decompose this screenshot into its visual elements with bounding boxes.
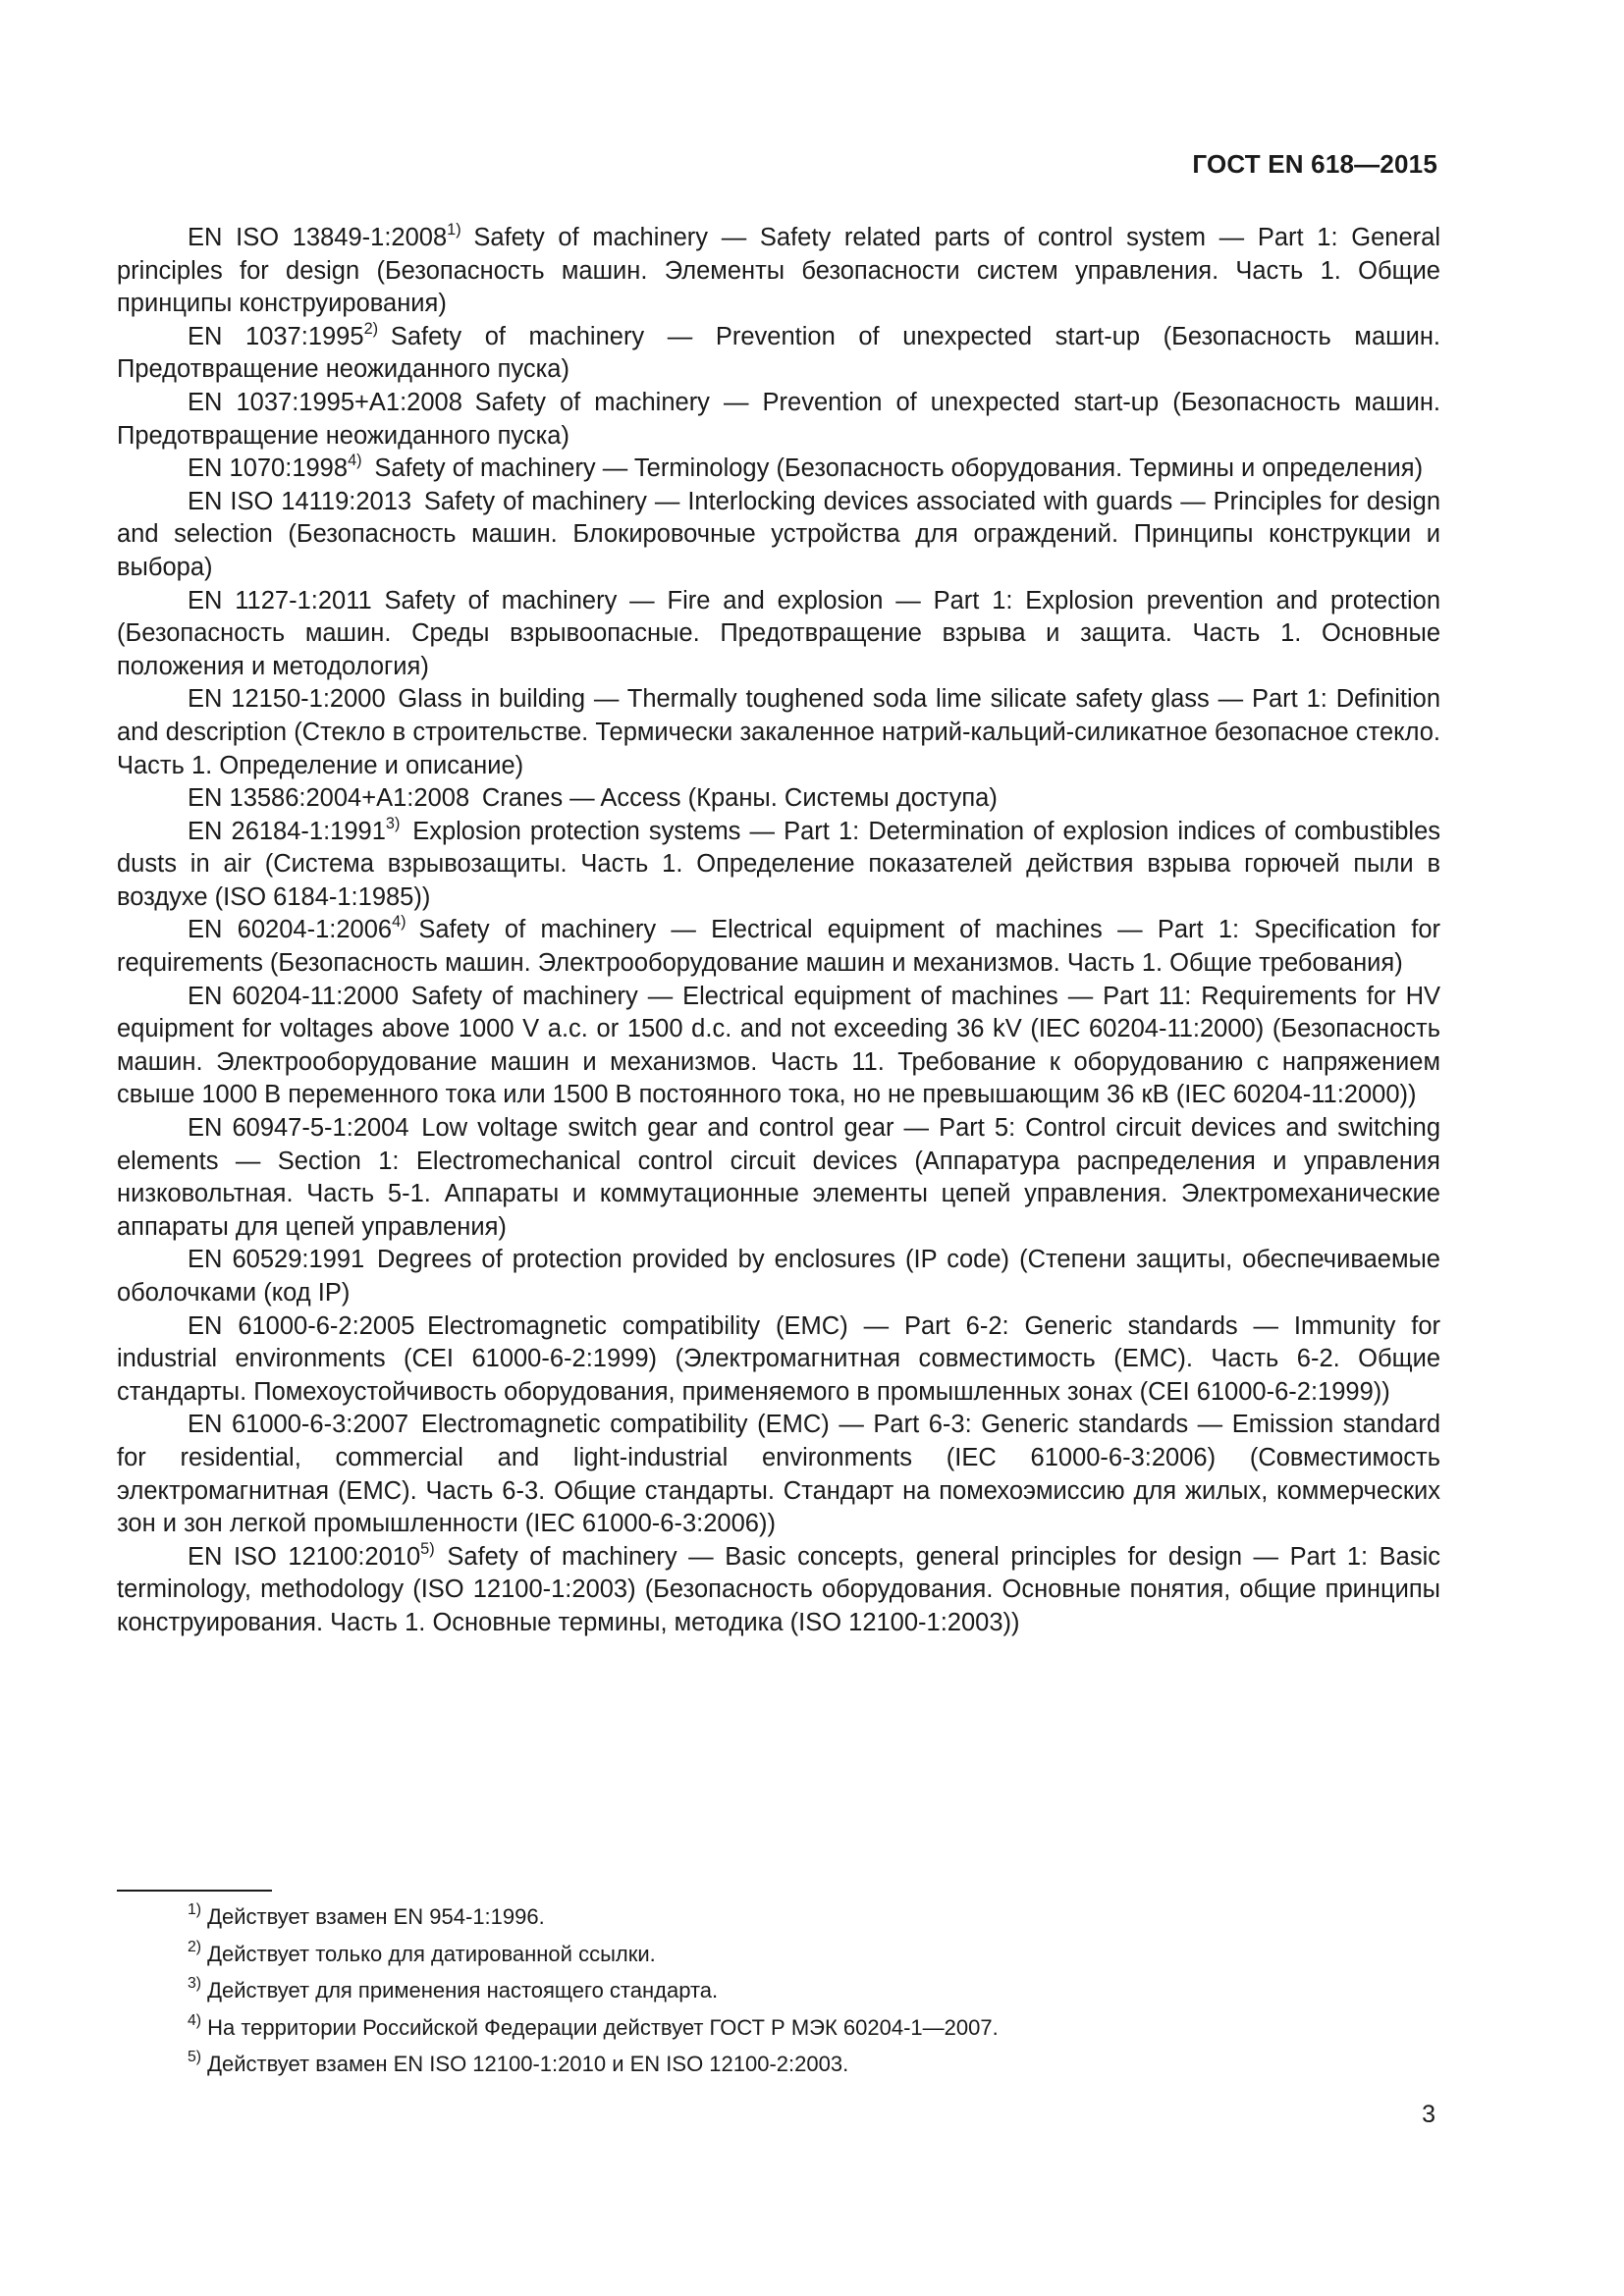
normative-references-list [117,222,1440,1640]
reference-title: Glass in building — Thermally toughened soda lime silicate safety glass — Part 1: Definition and description (Стекло в строительстве. Термически закаленное натрий-кальций-силикатное безопасное стекло. Часть 1. Определение и описание) [117,685,1440,779]
reference-entry [117,914,1440,980]
document-header: ГОСТ EN 618—2015 [1192,149,1437,179]
reference-code: EN 60947-5-1:2004 [188,1114,409,1143]
reference-entry [117,816,1440,915]
footnote-mark: 1) [447,220,461,239]
reference-entry [117,1310,1440,1410]
footnote-mark: 5) [420,1539,435,1558]
footnote-text: На территории Российской Федерации действует ГОСТ Р МЭК 60204-1—2007. [207,2014,999,2040]
reference-code: EN 12150-1:2000 [188,685,386,714]
footnote-text: Действует взамен EN ISO 12100-1:2010 и EN ISO 12100-2:2003. [207,2052,849,2076]
reference-entry [117,782,1440,816]
reference-code: EN 26184-1:1991 [188,817,386,845]
footnotes-list [188,1898,1435,2083]
reference-code: EN 1070:1998 [188,454,349,483]
reference-title: Low voltage switch gear and control gear — Part 5: Control circuit devices and switching elements — Section 1: Electromechanical control circuit devices (Аппаратура распределения и управления низковольтная. Часть 5-1. Аппараты и коммутационные элементы цепей управления. Электромеханические аппараты для цепей управления) [117,1114,1441,1241]
reference-title: Safety of machinery — Electrical equipment of machines — Part 11: Requirements for HV equipment for voltages above 1000 V a.c. or 1500 d.c. and not exceeding 36 kV (IEC 60204-11:2000) (Безопасность машин. Электрооборудование машин и механизмов. Часть 11. Требование к оборудованию с напряжением свыше 1000 В переменного тока или 1500 В постоянного тока, но не превышающим 36 кВ (IEC 60204-11:2000)) [117,982,1440,1109]
reference-title: Safety of machinery — Interlocking devices associated with guards — Principles for design and selection (Безопасность машин. Блокировочные устройства для ограждений. Принципы конструкции и выбора) [117,487,1440,581]
reference-title: Safety of machinery — Prevention of unexpected start-up (Безопасность машин. Предотвращение неожиданного пуска) [117,388,1440,450]
footnote [188,1972,1435,2009]
footnote-number: 2) [188,1938,202,1955]
reference-title: Safety of machinery — Terminology (Безопасность оборудования. Термины и определения) [374,454,1424,483]
reference-entry [117,683,1440,782]
footnote-mark: 4) [348,452,362,470]
reference-entry [117,222,1440,321]
reference-title: Electromagnetic compatibility (EMC) — Part 6-2: Generic standards — Immunity for industrial environments (CEI 61000-6-2:1999) (Электромагнитная совместимость (EMC). Часть 6-2. Общие стандарты. Помехоустойчивость оборудования, применяемого в промышленных зонах (CEI 61000-6-2:1999)) [117,1311,1440,1406]
reference-title: Safety of machinery — Electrical equipment of machines — Part 1: Specification for requirements (Безопасность машин. Электрооборудование машин и механизмов. Часть 1. Общие требования) [117,916,1440,978]
reference-code: EN 1127-1:2011 [188,586,372,614]
page-number: 3 [1422,2101,1435,2128]
reference-code: EN 61000-6-3:2007 [188,1411,409,1439]
reference-title: Electromagnetic compatibility (EMC) — Part 6-3: Generic standards — Emission standard for residential, commercial and light-industrial environments (IEC 61000-6-3:2006) (Совместимость электромагнитная (EMC). Часть 6-3. Общие стандарты. Стандарт на помехоэмиссию для жилых, коммерческих зон и зон легкой промышленности (IEC 61000-6-3:2006)) [117,1411,1441,1538]
footnote-text: Действует для применения настоящего стандарта. [207,1978,719,2002]
reference-title: Safety of machinery — Basic concepts, general principles for design — Part 1: Basic terminology, methodology (ISO 12100-1:2003) (Безопасность оборудования. Основные понятия, общие принципы конструирования. Часть 1. Основные термины, методика (ISO 12100-1:2003)) [117,1542,1441,1636]
footnote [188,1898,1435,1936]
footnote-mark: 4) [392,913,406,932]
reference-code: EN 60529:1991 [188,1246,365,1274]
reference-entry [117,585,1440,684]
reference-code: EN 13586:2004+A1:2008 [188,784,470,813]
reference-code: EN ISO 13849-1:2008 [188,224,448,251]
footnote-divider [117,1890,272,1892]
footnote [188,1936,1435,1973]
reference-title: Safety of machinery — Prevention of unexpected start-up (Безопасность машин. Предотвращение неожиданного пуска) [117,322,1440,384]
reference-code: EN 1037:1995+A1:2008 [188,388,462,416]
footnote [188,2009,1435,2047]
footnote-number: 3) [188,1975,202,1993]
reference-code: EN 60204-11:2000 [188,982,400,1010]
footnote-text: Действует только для датированной ссылки. [207,1941,656,1966]
reference-entry [117,453,1440,486]
reference-title: Safety of machinery — Safety related parts of control system — Part 1: General principles for design (Безопасность машин. Элементы безопасности систем управления. Часть 1. Общие принципы конструирования) [117,224,1440,318]
reference-entry [117,1244,1440,1309]
footnote-mark: 3) [385,814,401,832]
footnote-mark: 2) [363,319,379,338]
footnote-number: 5) [188,2049,202,2066]
reference-entry [117,1112,1440,1244]
footnote [188,2046,1435,2083]
reference-code: EN 60204-1:2006 [188,916,393,944]
reference-entry [117,1541,1440,1640]
reference-entry [117,981,1440,1112]
footnote-number: 1) [188,1901,202,1919]
reference-code: EN ISO 14119:2013 [188,487,412,515]
reference-code: EN 61000-6-2:2005 [188,1311,415,1340]
reference-title: Safety of machinery — Fire and explosion — Part 1: Explosion prevention and protection (Безопасность машин. Среды взрывоопасные. Предотвращение взрыва и защита. Часть 1. Основные положения и методология) [117,586,1441,680]
reference-entry [117,387,1440,453]
reference-title: Degrees of protection provided by enclosures (IP code) (Степени защиты, обеспечиваемые оболочками (код IP) [117,1246,1440,1307]
reference-code: EN ISO 12100:2010 [188,1542,421,1571]
reference-entry [117,1409,1440,1540]
reference-entry [117,486,1440,585]
footnote-number: 4) [188,2011,202,2029]
reference-title: Explosion protection systems — Part 1: Determination of explosion indices of combustibles dusts in air (Система взрывозащиты. Часть 1. Определение показателей действия взрыва горючей пыли в воздухе (ISO 6184-1:1985)) [117,817,1441,911]
footnote-text: Действует взамен EN 954-1:1996. [207,1904,545,1929]
reference-entry [117,321,1440,387]
reference-title: Cranes — Access (Краны. Системы доступа) [481,784,998,813]
reference-code: EN 1037:1995 [188,322,364,350]
